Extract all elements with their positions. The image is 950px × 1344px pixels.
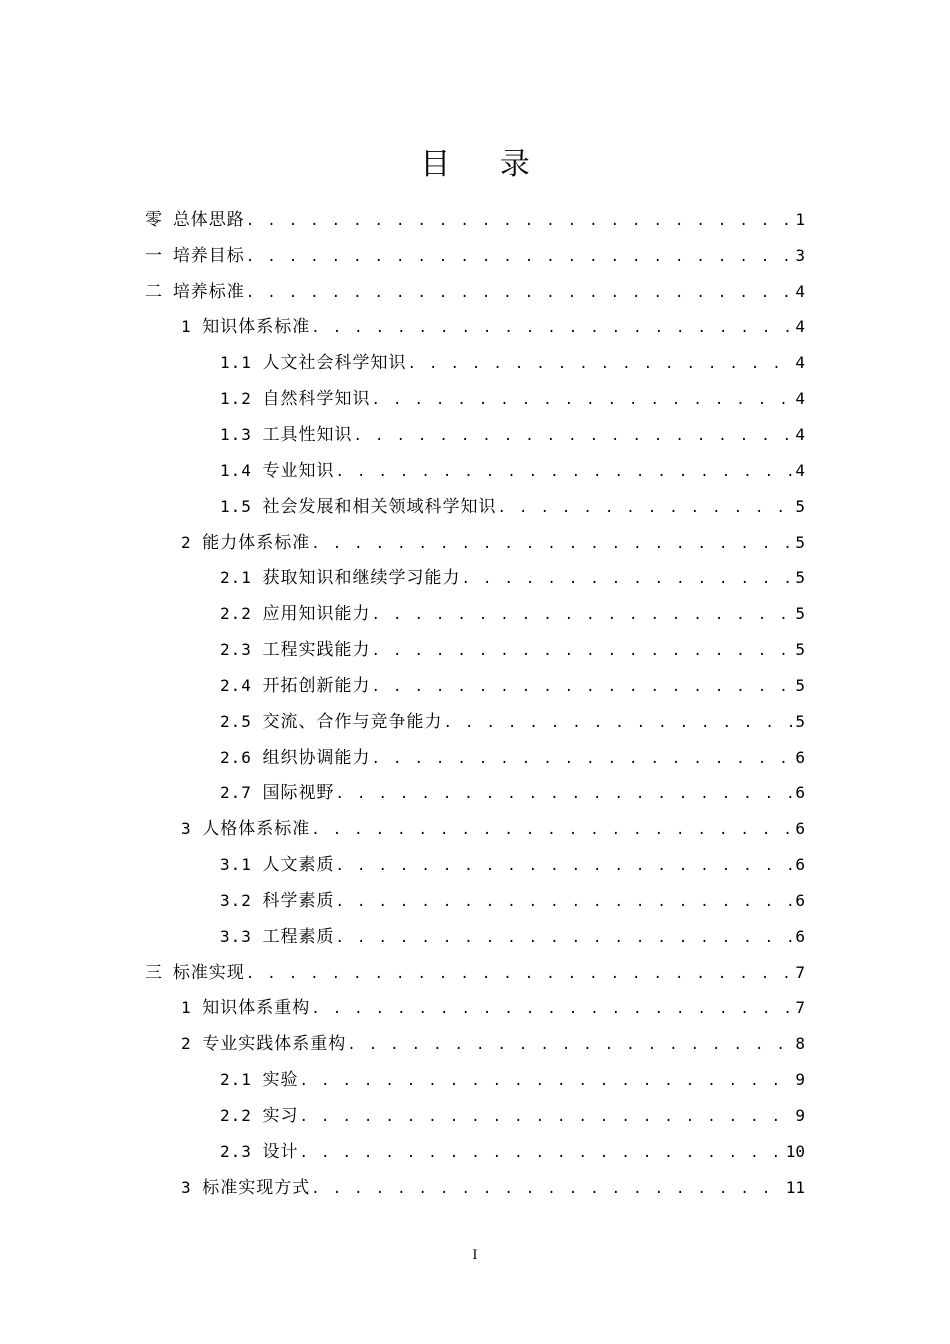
toc-entry-label: 工具性知识 [262,424,353,445]
toc-entry-number: 2.4 [220,675,263,695]
toc-entry-page: 7 [795,962,805,982]
toc-title: 目 录 [420,147,550,182]
toc-entry-number: 3 [181,1177,203,1197]
toc-entry-page: 5 [795,532,805,552]
toc-entry-number: 1.2 [220,389,263,409]
toc-entry[interactable] [0,1170,950,1206]
toc-entry-number: 2.3 [220,640,263,660]
toc-dot-leader [444,713,793,733]
toc-entry[interactable] [0,668,950,704]
toc-entry-page: 11 [785,1177,805,1197]
toc-entry-label: 知识体系标准 [202,317,311,338]
toc-entry[interactable] [0,596,950,632]
toc-entry-label: 设计 [262,1141,299,1162]
toc-dot-leader [300,1071,793,1091]
toc-dot-leader [311,534,792,554]
toc-entry[interactable] [0,776,950,812]
toc-dot-leader [336,856,793,876]
toc-dot-leader [246,247,793,267]
toc-dot-leader [336,928,793,948]
toc-entry-page: 9 [795,1106,805,1126]
toc-entry[interactable] [0,202,950,238]
toc-entry-number: 1.3 [220,424,263,444]
toc-entry-page: 6 [795,747,805,767]
toc-entry-label: 标准实现方式 [202,1177,311,1198]
toc-entry-label: 培养标准 [172,281,245,302]
toc-entry[interactable] [0,417,950,453]
toc-entry-label: 工程实践能力 [262,640,371,661]
toc-entry-number: 3.2 [220,890,263,910]
toc-dot-leader [408,354,793,374]
toc-entry[interactable] [0,847,950,883]
toc-entry[interactable] [0,919,950,955]
toc-entry-page: 5 [795,568,805,588]
toc-dot-leader [300,1107,793,1127]
toc-entry-page: 4 [795,460,805,480]
toc-entry[interactable] [0,1134,950,1170]
toc-entry-label: 应用知识能力 [262,604,371,625]
toc-entry-number: 2 [181,532,203,552]
toc-entry-label: 人文社会科学知识 [262,353,407,374]
toc-entry-label: 培养目标 [172,245,245,266]
toc-dot-leader [311,999,792,1019]
toc-entry-page: 7 [795,998,805,1018]
toc-entry-label: 社会发展和相关领域科学知识 [262,496,497,517]
toc-entry-number: 2.2 [220,1106,263,1126]
toc-entry-page: 5 [795,604,805,624]
toc-entry-label: 实验 [262,1070,299,1091]
toc-entry[interactable] [0,453,950,489]
toc-entry-label: 人格体系标准 [202,819,311,840]
toc-entry-label: 人文素质 [262,855,335,876]
table-of-contents [0,202,950,1206]
toc-entry-page: 6 [795,855,805,875]
toc-entry-page: 4 [795,353,805,373]
toc-entry-number: 零 [145,209,173,230]
toc-dot-leader [462,569,793,589]
toc-entry-label: 国际视野 [262,783,335,804]
toc-entry-label: 开拓创新能力 [262,675,371,696]
toc-entry[interactable] [0,740,950,776]
toc-entry-number: 2 [181,1034,203,1054]
toc-dot-leader [372,390,793,410]
toc-entry-label: 科学素质 [262,890,335,911]
toc-entry-number: 2.3 [220,1141,263,1161]
toc-dot-leader [372,605,793,625]
toc-entry-number: 三 [145,962,173,983]
toc-entry[interactable] [0,489,950,525]
toc-entry-label: 自然科学知识 [262,389,371,410]
toc-entry-number: 2.6 [220,747,263,767]
toc-entry[interactable] [0,883,950,919]
toc-entry-page: 9 [795,1070,805,1090]
toc-dot-leader [311,1179,782,1199]
toc-entry-number: 1 [181,317,203,337]
toc-entry-page: 5 [795,496,805,516]
toc-entry-number: 2.7 [220,783,263,803]
toc-entry-label: 标准实现 [172,962,245,983]
toc-dot-leader [372,677,793,697]
toc-entry[interactable] [0,991,950,1027]
toc-entry[interactable] [0,238,950,274]
toc-entry-page: 5 [795,711,805,731]
toc-entry-page: 6 [795,783,805,803]
toc-entry-page: 4 [795,389,805,409]
toc-entry-page: 4 [795,317,805,337]
toc-entry-page: 3 [795,245,805,265]
toc-dot-leader [311,318,792,338]
toc-entry[interactable] [0,1026,950,1062]
toc-entry-page: 5 [795,640,805,660]
footer-page-number: I [472,1248,478,1263]
toc-dot-leader [372,749,793,769]
toc-dot-leader [300,1143,783,1163]
toc-entry-page: 6 [795,890,805,910]
toc-entry-number: 2.1 [220,568,263,588]
toc-dot-leader [372,641,793,661]
toc-dot-leader [336,784,793,804]
toc-entry-number: 3 [181,819,203,839]
toc-entry-number: 1 [181,998,203,1018]
toc-entry-number: 1.5 [220,496,263,516]
toc-entry[interactable] [0,632,950,668]
toc-entry-page: 4 [795,424,805,444]
toc-dot-leader [336,462,793,482]
toc-entry[interactable] [0,274,950,310]
toc-entry[interactable] [0,811,950,847]
toc-entry-label: 专业实践体系重构 [202,1034,347,1055]
toc-entry[interactable] [0,955,950,991]
toc-entry-label: 组织协调能力 [262,747,371,768]
toc-entry-number: 一 [145,245,173,266]
toc-entry-number: 二 [145,281,173,302]
toc-entry[interactable] [0,560,950,596]
toc-dot-leader [354,426,793,446]
toc-entry-label: 工程素质 [262,926,335,947]
toc-entry[interactable] [0,525,950,561]
toc-dot-leader [246,964,793,984]
toc-entry-page: 8 [795,1034,805,1054]
toc-entry-label: 获取知识和继续学习能力 [262,568,461,589]
toc-entry-number: 2.1 [220,1070,263,1090]
toc-dot-leader [347,1035,792,1055]
toc-dot-leader [311,820,792,840]
toc-entry-page: 10 [785,1141,805,1161]
toc-entry[interactable] [0,1062,950,1098]
toc-entry[interactable] [0,704,950,740]
toc-entry-label: 知识体系重构 [202,998,311,1019]
toc-entry-number: 3.1 [220,855,263,875]
toc-entry-page: 4 [795,281,805,301]
toc-dot-leader [498,498,793,518]
toc-entry-label: 交流、合作与竞争能力 [262,711,443,732]
toc-dot-leader [246,211,793,231]
toc-entry-label: 能力体系标准 [202,532,311,553]
toc-entry-page: 6 [795,926,805,946]
toc-entry-number: 2.5 [220,711,263,731]
toc-entry-label: 专业知识 [262,460,335,481]
toc-entry-label: 总体思路 [172,209,245,230]
toc-entry[interactable] [0,1098,950,1134]
toc-entry[interactable] [0,381,950,417]
toc-entry-page: 6 [795,819,805,839]
toc-entry-number: 1.4 [220,460,263,480]
toc-entry-page: 1 [795,209,805,229]
toc-entry-number: 3.3 [220,926,263,946]
toc-entry-label: 实习 [262,1106,299,1127]
toc-dot-leader [336,892,793,912]
toc-dot-leader [246,283,793,303]
toc-entry-page: 5 [795,675,805,695]
toc-entry-number: 1.1 [220,353,263,373]
toc-entry[interactable] [0,310,950,346]
toc-entry-number: 2.2 [220,604,263,624]
toc-entry[interactable] [0,345,950,381]
